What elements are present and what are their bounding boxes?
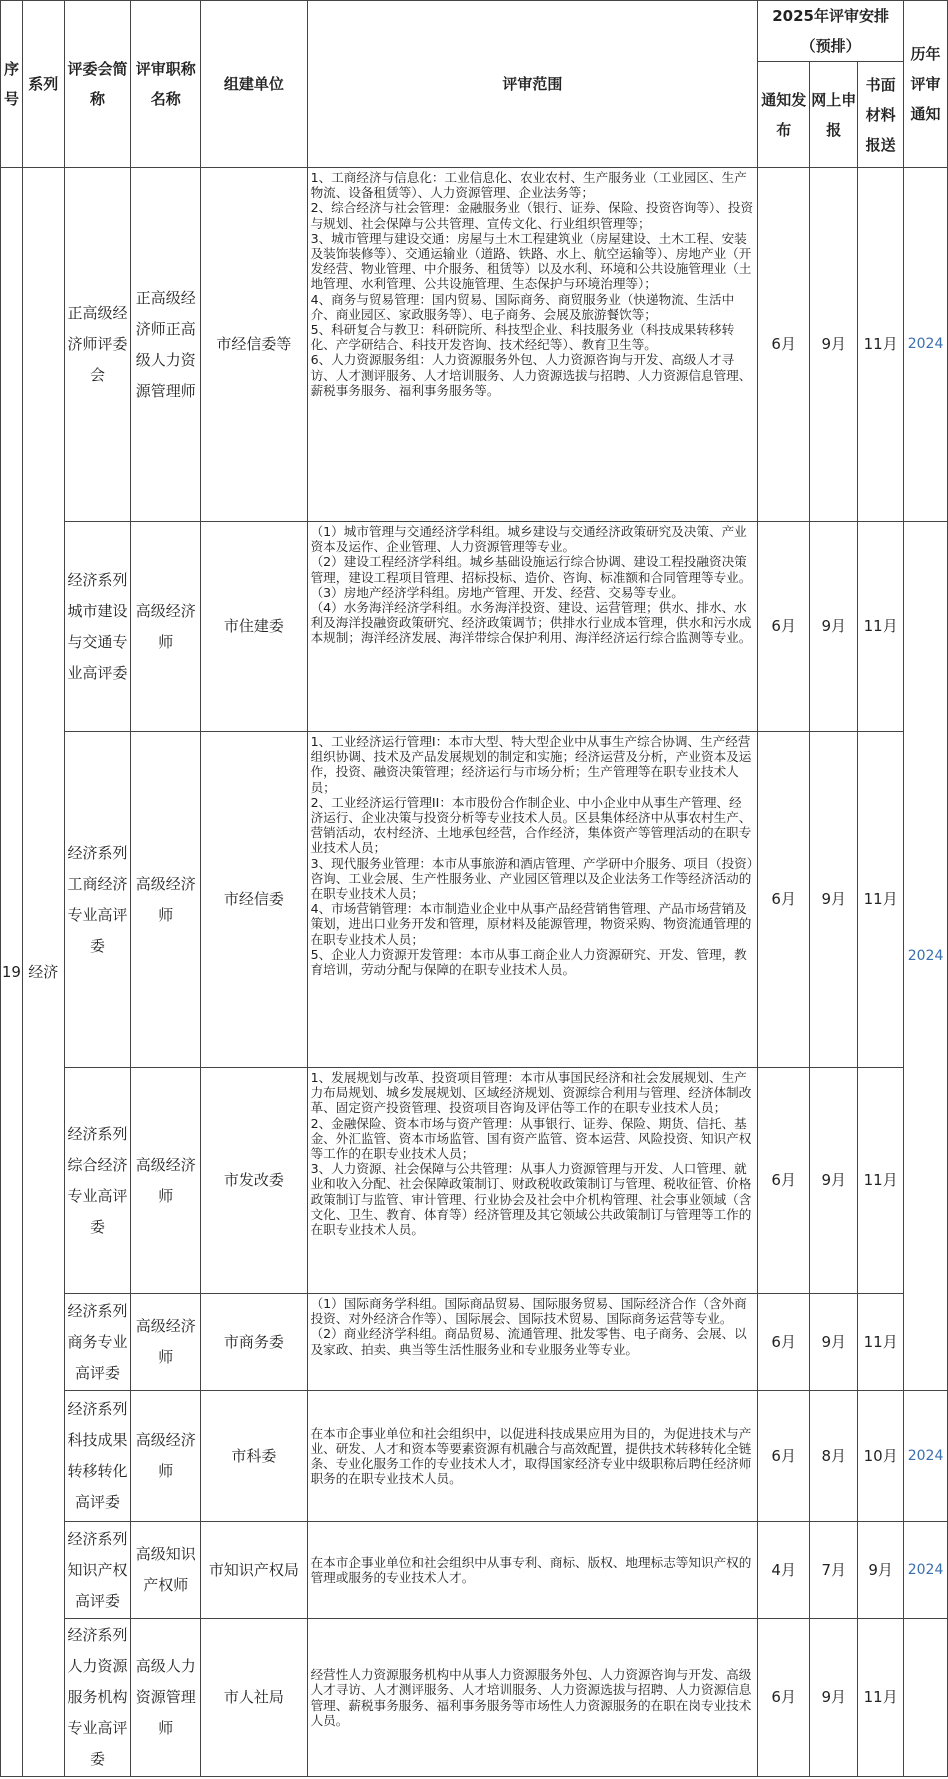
header-online: 网上申报 <box>810 62 858 168</box>
header-schedule: 2025年评审安排（预排） <box>758 1 904 62</box>
header-series: 系列 <box>22 1 64 168</box>
committee-cell: 经济系列知识产权高评委 <box>64 1522 131 1619</box>
title-cell: 高级经济师 <box>131 1391 201 1522</box>
paper-cell: 11月 <box>858 732 904 1068</box>
table-row <box>1 522 948 732</box>
notice-cell: 6月 <box>758 168 810 522</box>
committee-cell: 经济系列综合经济专业高评委 <box>64 1068 131 1294</box>
header-scope: 评审范围 <box>307 1 758 168</box>
scope-cell: 在本市企事业单位和社会组织中，以促进科技成果应用为目的，为促进技术与产业、研发、人才和资本等要素资源有机融合与高效配置，提供技术转移转化全链条、专业化服务工作的专业技术人才，取得国家经济专业中级职称后聘任经济师职务的在职专业技术人员。 <box>307 1391 758 1522</box>
header-unit: 组建单位 <box>201 1 307 168</box>
committee-cell: 经济系列商务专业高评委 <box>64 1294 131 1391</box>
paper-cell: 10月 <box>858 1391 904 1522</box>
history-link[interactable]: 2024 <box>904 522 948 1391</box>
online-cell: 9月 <box>810 1294 858 1391</box>
paper-cell: 9月 <box>858 1522 904 1619</box>
committee-cell: 经济系列城市建设与交通专业高评委 <box>64 522 131 732</box>
unit-cell: 市人社局 <box>201 1619 307 1777</box>
unit-cell: 市商务委 <box>201 1294 307 1391</box>
committee-cell: 经济系列科技成果转移转化高评委 <box>64 1391 131 1522</box>
paper-cell: 11月 <box>858 1068 904 1294</box>
history-empty-cell <box>904 1619 948 1777</box>
online-cell: 9月 <box>810 1068 858 1294</box>
header-history: 历年评审通知 <box>904 1 948 168</box>
header-committee: 评委会简称 <box>64 1 131 168</box>
seq-cell: 19 <box>1 168 23 1777</box>
title-cell: 高级知识产权师 <box>131 1522 201 1619</box>
committee-cell: 经济系列工商经济专业高评委 <box>64 732 131 1068</box>
online-cell: 9月 <box>810 732 858 1068</box>
scope-cell: 1、发展规划与改革、投资项目管理：本市从事国民经济和社会发展规划、生产力布局规划、城乡发展规划、区域经济规划、资源综合利用与管理、经济体制改革、固定资产投资管理、投资项目咨询及评估等工作的在职专业技术人员； 2、金融保险、资本市场与资产管理：从事银行、证券、保险、期货、信托、基金、外汇监管、资本市场监管、国有资产监管、资本运营、风险投资、知识产权等工作的在职专业技术人员； 3、人力资源、社会保障与公共管理：从事人力资源管理与开发、人口管理、就业和收入分配、社会保障政策制订、财政税收政策制订与管理、税收征管、价格政策制订与监管、审计管理、行业协会及社会中介机构管理、社会事业领域（含文化、卫生、教育、体育等）经济管理及其它领域公共政策制订与管理等工作的在职专业技术人员。 <box>307 1068 758 1294</box>
table-row <box>1 168 948 522</box>
scope-cell: （1）国际商务学科组。国际商品贸易、国际服务贸易、国际经济合作（含外商投资、对外经济合作等）、国际展会、国际技术贸易、国际商务运营等专业。 （2）商业经济学科组。商品贸易、流通管理、批发零售、电子商务、会展、以及家政、拍卖、典当等生活性服务业和专业服务业等专业。 <box>307 1294 758 1391</box>
notice-cell: 6月 <box>758 1391 810 1522</box>
title-cell: 高级经济师 <box>131 1294 201 1391</box>
notice-cell: 6月 <box>758 732 810 1068</box>
online-cell: 9月 <box>810 1619 858 1777</box>
notice-cell: 6月 <box>758 1619 810 1777</box>
table-row <box>1 1391 948 1522</box>
series-cell: 经济 <box>22 168 64 1777</box>
title-cell: 高级人力资源管理师 <box>131 1619 201 1777</box>
table-row <box>1 1619 948 1777</box>
unit-cell: 市发改委 <box>201 1068 307 1294</box>
scope-cell: 经营性人力资源服务机构中从事人力资源服务外包、人力资源咨询与开发、高级人才寻访、人才测评服务、人才培训服务、人力资源选拔与招聘、人力资源信息管理、薪税事务服务、福利事务服务等市场性人力资源服务的在职在岗专业技术人员。 <box>307 1619 758 1777</box>
committee-cell: 正高级经济师评委会 <box>64 168 131 522</box>
header-notice: 通知发布 <box>758 62 810 168</box>
history-link[interactable]: 2024 <box>904 1391 948 1522</box>
table-row <box>1 732 948 1068</box>
paper-cell: 11月 <box>858 522 904 732</box>
unit-cell: 市知识产权局 <box>201 1522 307 1619</box>
paper-cell: 11月 <box>858 168 904 522</box>
title-cell: 高级经济师 <box>131 1068 201 1294</box>
header-seq: 序号 <box>1 1 23 168</box>
notice-cell: 6月 <box>758 1294 810 1391</box>
title-cell: 高级经济师 <box>131 522 201 732</box>
table-row <box>1 1068 948 1294</box>
title-cell: 正高级经济师正高级人力资源管理师 <box>131 168 201 522</box>
unit-cell: 市科委 <box>201 1391 307 1522</box>
online-cell: 9月 <box>810 522 858 732</box>
paper-cell: 11月 <box>858 1294 904 1391</box>
notice-cell: 6月 <box>758 522 810 732</box>
scope-cell: 1、工业经济运行管理I：本市大型、特大型企业中从事生产综合协调、生产经营组织协调、技术及产品发展规划的制定和实施；经济运营及分析，产业资本及运作，投资、融资决策管理；经济运行与市场分析；生产管理等在职专业技术人员； 2、工业经济运行管理II：本市股份合作制企业、中小企业中从事生产管理、经济运行、企业决策与投资分析等专业技术人员。区县集体经济中从事农村生产、营销活动，农村经济、土地承包经营，合作经济，集体资产等管理活动的在职专业技术人员； 3、现代服务业管理：本市从事旅游和酒店管理、产学研中介服务、项目（投资）咨询、工业会展、生产性服务业、产业园区管理以及企业法务工作等经济活动的在职专业技术人员； 4、市场营销管理：本市制造业企业中从事产品经营销售管理、产品市场营销及策划，进出口业务开发和管理，原材料及能源管理，物资采购、物资流通管理的在职专业技术人员； 5、企业人力资源开发管理：本市从事工商企业人力资源研究、开发、管理，教育培训，劳动分配与保障的在职专业技术人员。 <box>307 732 758 1068</box>
paper-cell: 11月 <box>858 1619 904 1777</box>
unit-cell: 市住建委 <box>201 522 307 732</box>
unit-cell: 市经信委等 <box>201 168 307 522</box>
committee-cell: 经济系列人力资源服务机构专业高评委 <box>64 1619 131 1777</box>
history-link[interactable]: 2024 <box>904 168 948 522</box>
table-row <box>1 1294 948 1391</box>
header-title: 评审职称名称 <box>131 1 201 168</box>
unit-cell: 市经信委 <box>201 732 307 1068</box>
scope-cell: （1）城市管理与交通经济学科组。城乡建设与交通经济政策研究及决策、产业资本及运作、企业管理、人力资源管理等专业。 （2）建设工程经济学科组。城乡基础设施运行综合协调、建设工程投融资决策管理，建设工程项目管理、招标投标、造价、咨询、标准额和合同管理等专业。 （3）房地产经济学科组。房地产管理、开发、经营、交易等专业。 （4）水务海洋经济学科组。水务海洋投资、建设、运营管理；供水、排水、水利及海洋投融资政策研究、经济政策调节；供排水行业成本管理，供水和污水成本规制；海洋经济发展、海洋带综合保护利用、海洋经济运行综合监测等专业。 <box>307 522 758 732</box>
title-cell: 高级经济师 <box>131 732 201 1068</box>
history-link[interactable]: 2024 <box>904 1522 948 1619</box>
scope-cell: 在本市企事业单位和社会组织中从事专利、商标、版权、地理标志等知识产权的管理或服务的专业技术人才。 <box>307 1522 758 1619</box>
scope-cell: 1、工商经济与信息化：工业信息化、农业农村、生产服务业（工业园区、生产物流、设备租赁等）、人力资源管理、企业法务等； 2、综合经济与社会管理：金融服务业（银行、证券、保险、投资咨询等）、投资与规划、社会保障与公共管理、宣传文化、行业组织管理等； 3、城市管理与建设交通：房屋与土木工程建筑业（房屋建设、土木工程、安装及装饰装修等）、交通运输业（道路、铁路、水上、航空运输等）、房地产业（开发经营、物业管理、中介服务、租赁等）以及水利、环境和公共设施管理业（土地管理、水利管理、公共设施管理、生态保护与环境治理等）； 4、商务与贸易管理：国内贸易、国际商务、商贸服务业（快递物流、生活中介、商业园区、家政服务等）、电子商务、会展及旅游餐饮等； 5、科研复合与教卫：科研院所、科技型企业、科技服务业（科技成果转移转化、产学研结合、科技开发咨询、技术经纪等）、教育卫生等。 6、人力资源服务组：人力资源服务外包、人力资源咨询与开发、高级人才寻访、人才测评服务、人才培训服务、人力资源选拔与招聘、人力资源信息管理、薪税事务服务、福利事务服务等。 <box>307 168 758 522</box>
online-cell: 8月 <box>810 1391 858 1522</box>
notice-cell: 4月 <box>758 1522 810 1619</box>
online-cell: 9月 <box>810 168 858 522</box>
header-paper: 书面材料报送 <box>858 62 904 168</box>
online-cell: 7月 <box>810 1522 858 1619</box>
notice-cell: 6月 <box>758 1068 810 1294</box>
table-row <box>1 1522 948 1619</box>
